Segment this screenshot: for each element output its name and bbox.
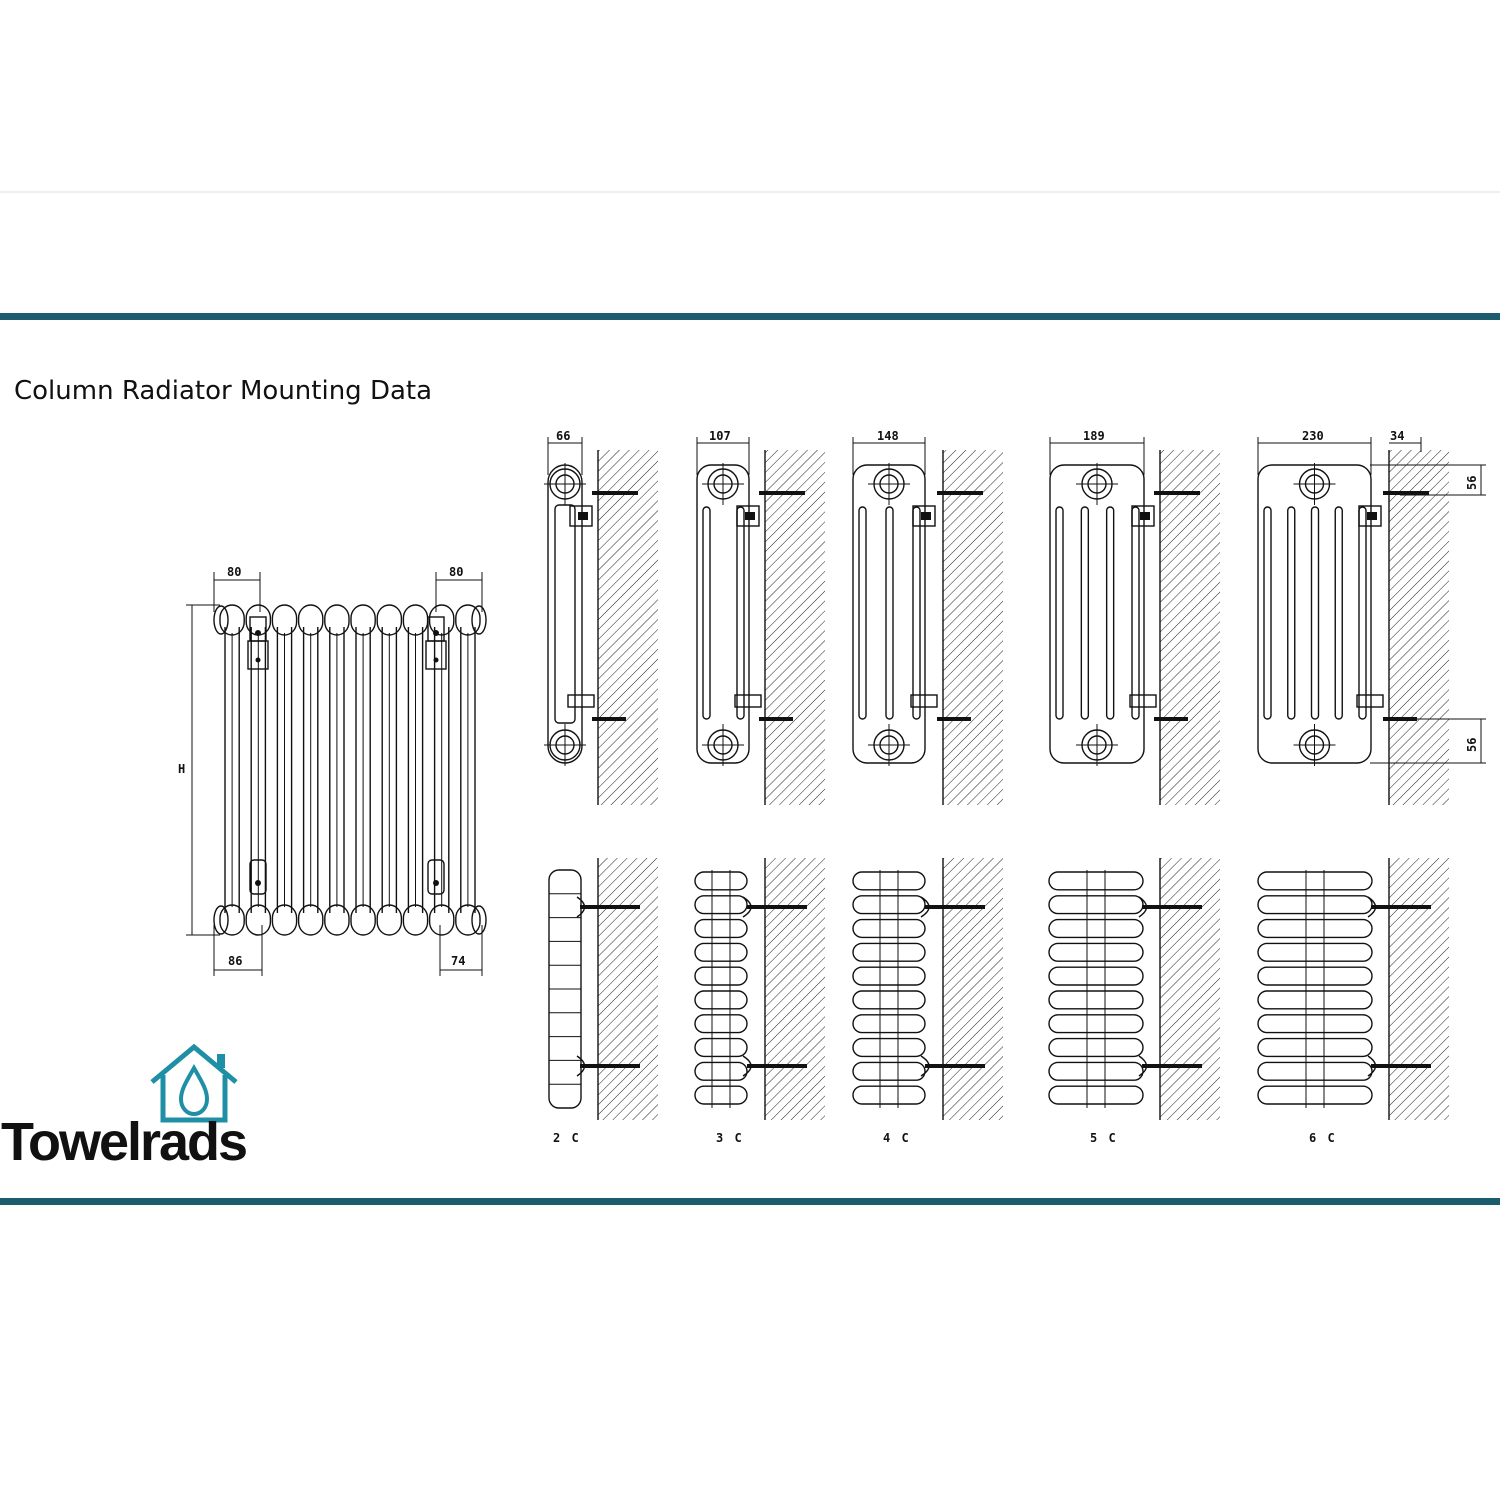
section-lobe [1258, 1039, 1372, 1057]
section-bottom-header [272, 905, 296, 935]
section-lobe [695, 1062, 747, 1080]
wall-hatch [1160, 858, 1220, 1120]
tube-slot [859, 507, 866, 719]
tube-slot [1107, 507, 1114, 719]
tube-slot [1132, 507, 1139, 719]
section-lobe [1049, 991, 1143, 1009]
wall-hatch [1389, 450, 1449, 805]
section-lobe [853, 920, 925, 938]
section-lobe [853, 872, 925, 890]
tube-slot [703, 507, 710, 719]
section-bottom-header [246, 905, 270, 935]
section-lobe [1049, 967, 1143, 985]
tube-slot [1081, 507, 1088, 719]
section-lobe [695, 943, 747, 961]
top-offset-dim: 56 [1465, 475, 1479, 490]
bottom-offset-dim: 56 [1465, 737, 1479, 752]
tube-slot [913, 507, 920, 719]
section-bottom-header [351, 905, 375, 935]
radiator-side-outline [1050, 465, 1144, 763]
section-bottom-header [377, 905, 401, 935]
tube-slot [737, 507, 744, 719]
front-view-radiator [186, 572, 486, 976]
bottom-bracket [735, 695, 761, 707]
section-bottom-header [430, 905, 454, 935]
radiator-side-outline [548, 465, 582, 763]
section-top-header [430, 605, 454, 635]
section-lobe [695, 896, 747, 914]
page-title: Column Radiator Mounting Data [14, 376, 433, 406]
towelrads-logo [1, 1047, 246, 1172]
section-bottom-header [325, 905, 349, 935]
bracket-screw [433, 630, 439, 636]
top-accent-rule [0, 313, 1500, 320]
section-lobe [853, 1015, 925, 1033]
bracket-screw [255, 630, 261, 636]
section-top-header [377, 605, 401, 635]
section-lobe [695, 991, 747, 1009]
tube-slot [1264, 507, 1271, 719]
bottom-accent-rule [0, 1198, 1500, 1205]
logo-wordmark: Towelrads [1, 1112, 247, 1172]
section-lobe [1049, 1015, 1143, 1033]
wall-hatch [765, 858, 825, 1120]
house-drop-icon [152, 1047, 236, 1120]
section-lobe [695, 1039, 747, 1057]
section-lobe [695, 967, 747, 985]
front-top-right-dim: 80 [449, 565, 464, 579]
section-lobe [1049, 920, 1143, 938]
tube-slot [1056, 507, 1063, 719]
wall-hatch [943, 450, 1003, 805]
bracket-screw [434, 658, 439, 663]
column-label-5c: 5 C [1090, 1131, 1118, 1145]
top-bracket-clip [1140, 512, 1150, 520]
section-lobe [695, 920, 747, 938]
section-lobe [1258, 896, 1372, 914]
tube-slot [555, 505, 575, 723]
section-lobe [1258, 920, 1372, 938]
section-lobe [695, 1086, 747, 1104]
bracket-screw [256, 658, 261, 663]
top-views [549, 858, 1449, 1120]
top-bracket-clip [921, 512, 931, 520]
bottom-bracket [568, 695, 594, 707]
section-top-header [272, 605, 296, 635]
section-lobe [853, 896, 925, 914]
section-lobe [1258, 1015, 1372, 1033]
width-dim-4c: 148 [877, 429, 899, 443]
section-lobe [695, 1015, 747, 1033]
tube-slot [1312, 507, 1319, 719]
section-bottom-header [456, 905, 480, 935]
bracket-screw [255, 880, 261, 886]
section-bottom-header [403, 905, 427, 935]
side-views [544, 437, 1486, 805]
section-lobe [1049, 943, 1143, 961]
column-label-3c: 3 C [716, 1131, 744, 1145]
top-bracket-clip [745, 512, 755, 520]
width-dim-2c: 66 [556, 429, 571, 443]
section-lobe [1049, 896, 1143, 914]
section-lobe [853, 967, 925, 985]
section-top-header [403, 605, 427, 635]
column-label-6c: 6 C [1309, 1131, 1337, 1145]
top-bracket-clip [1367, 512, 1377, 520]
wall-hatch [1160, 450, 1220, 805]
wall-hatch [598, 858, 658, 1120]
section-lobe [853, 1039, 925, 1057]
front-height-label: H [178, 762, 186, 776]
section-lobe [1049, 1086, 1143, 1104]
section-lobe [1258, 1062, 1372, 1080]
section-bottom-header [220, 905, 244, 935]
section-top-header [325, 605, 349, 635]
wall-hatch [765, 450, 825, 805]
bracket-screw [433, 880, 439, 886]
front-bottom-right-dim: 74 [451, 954, 466, 968]
section-top-header [351, 605, 375, 635]
column-label-2c: 2 C [553, 1131, 581, 1145]
section-lobe [1049, 1062, 1143, 1080]
section-bottom-header [299, 905, 323, 935]
wall-hatch [1389, 858, 1449, 1120]
width-dim-6c: 230 [1302, 429, 1324, 443]
section-lobe [853, 1062, 925, 1080]
section-top-header [220, 605, 244, 635]
section-lobe [1049, 872, 1143, 890]
tube-slot [1335, 507, 1342, 719]
front-bottom-left-dim: 86 [228, 954, 243, 968]
front-top-left-dim: 80 [227, 565, 242, 579]
bottom-bracket [1130, 695, 1156, 707]
end-cap [472, 606, 486, 634]
end-cap [214, 906, 228, 934]
section-top-header [299, 605, 323, 635]
top-bracket-plate [426, 641, 446, 669]
end-cap [472, 906, 486, 934]
section-lobe [1049, 1039, 1143, 1057]
top-bracket-clip [578, 512, 588, 520]
width-dim-5c: 189 [1083, 429, 1105, 443]
section-lobe [853, 943, 925, 961]
tube-slot [1359, 507, 1366, 719]
section-lobe [1258, 991, 1372, 1009]
wall-hatch [943, 858, 1003, 1120]
wall-gap-dim: 34 [1390, 429, 1405, 443]
bottom-bracket [911, 695, 937, 707]
section-lobe [1258, 1086, 1372, 1104]
end-cap [214, 606, 228, 634]
wall-hatch [598, 450, 658, 805]
section-lobe [1258, 967, 1372, 985]
section-lobe [695, 872, 747, 890]
section-top-header [456, 605, 480, 635]
section-lobe [853, 1086, 925, 1104]
column-label-4c: 4 C [883, 1131, 911, 1145]
tube-slot [886, 507, 893, 719]
width-dim-3c: 107 [709, 429, 731, 443]
bottom-bracket [1357, 695, 1383, 707]
section-lobe [1258, 872, 1372, 890]
section-lobe [853, 991, 925, 1009]
section-lobe [1258, 943, 1372, 961]
tube-slot [1288, 507, 1295, 719]
